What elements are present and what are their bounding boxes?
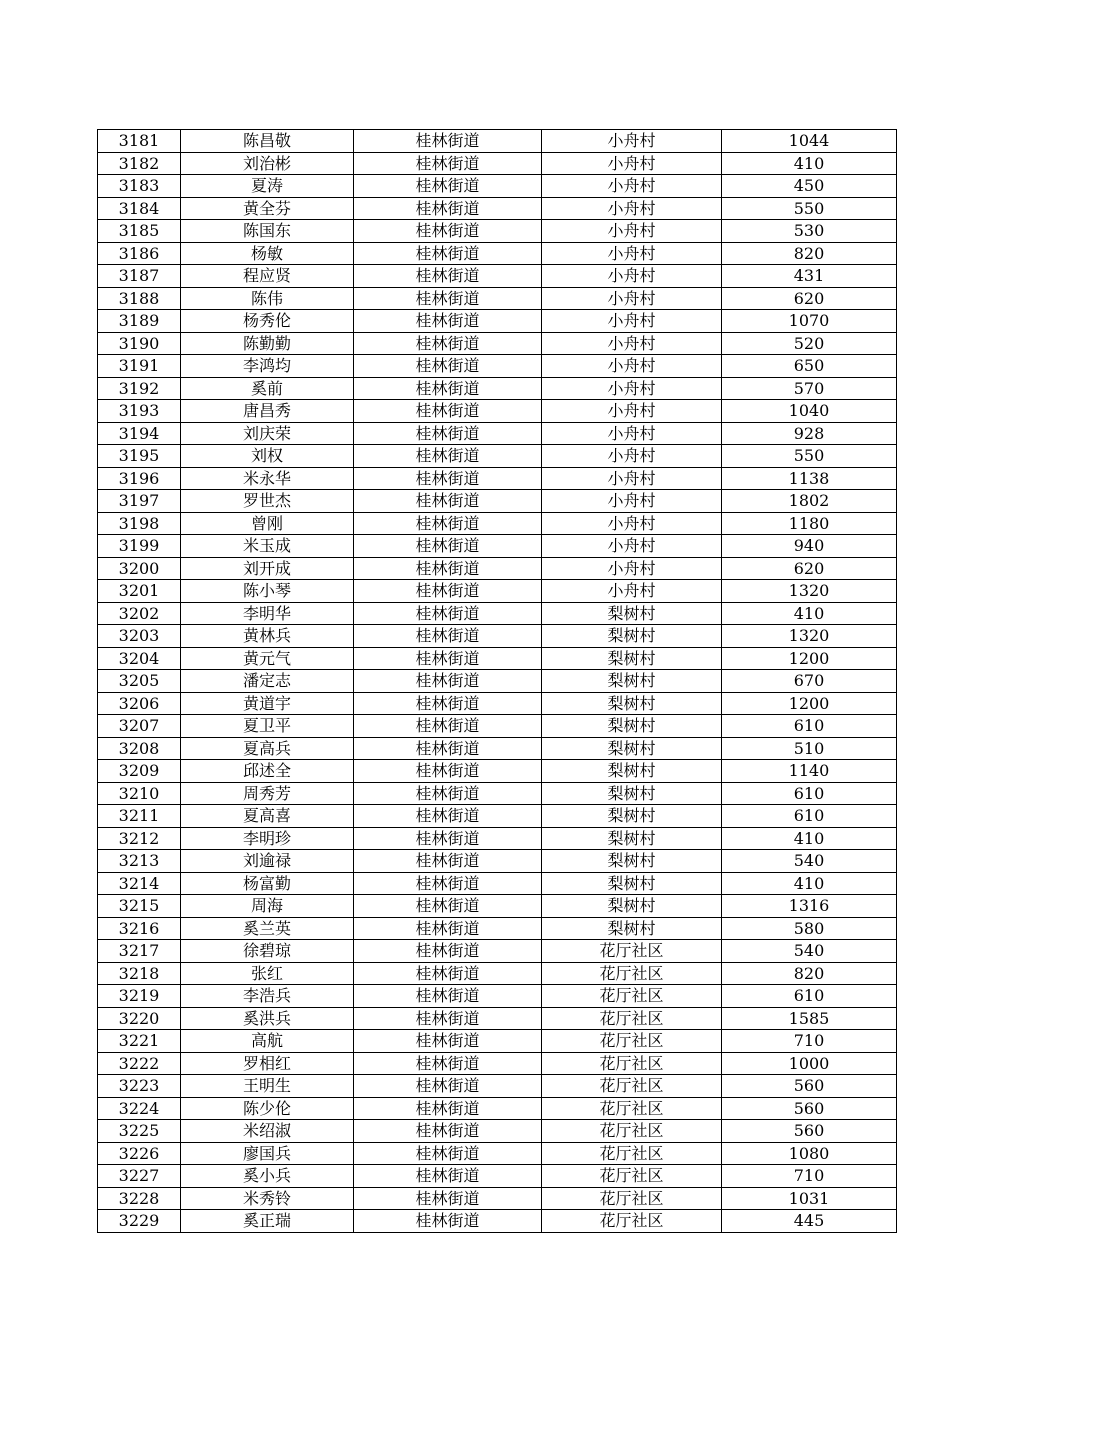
amount-cell: 620: [722, 287, 897, 310]
name-cell: 唐昌秀: [181, 400, 354, 423]
village-cell: 花厅社区: [542, 1030, 722, 1053]
name-cell: 高航: [181, 1030, 354, 1053]
table-row: [98, 220, 897, 243]
amount-cell: 1070: [722, 310, 897, 333]
row-number-cell: 3219: [98, 985, 181, 1008]
table-row: [98, 737, 897, 760]
village-cell: 小舟村: [542, 242, 722, 265]
amount-cell: 610: [722, 805, 897, 828]
table-row: [98, 805, 897, 828]
village-cell: 小舟村: [542, 355, 722, 378]
table-row: [98, 692, 897, 715]
table-row: [98, 1097, 897, 1120]
row-number-cell: 3226: [98, 1142, 181, 1165]
table-row: [98, 332, 897, 355]
name-cell: 陈伟: [181, 287, 354, 310]
table-row: [98, 400, 897, 423]
row-number-cell: 3205: [98, 670, 181, 693]
street-cell: 桂林街道: [354, 715, 542, 738]
amount-cell: 450: [722, 175, 897, 198]
amount-cell: 650: [722, 355, 897, 378]
amount-cell: 410: [722, 827, 897, 850]
row-number-cell: 3223: [98, 1075, 181, 1098]
amount-cell: 530: [722, 220, 897, 243]
name-cell: 杨秀伦: [181, 310, 354, 333]
name-cell: 刘庆荣: [181, 422, 354, 445]
name-cell: 夏高喜: [181, 805, 354, 828]
row-number-cell: 3224: [98, 1097, 181, 1120]
amount-cell: 1031: [722, 1187, 897, 1210]
row-number-cell: 3193: [98, 400, 181, 423]
row-number-cell: 3201: [98, 580, 181, 603]
name-cell: 邱述全: [181, 760, 354, 783]
amount-cell: 1044: [722, 130, 897, 153]
row-number-cell: 3199: [98, 535, 181, 558]
table-row: [98, 175, 897, 198]
street-cell: 桂林街道: [354, 1097, 542, 1120]
village-cell: 梨树村: [542, 760, 722, 783]
name-cell: 周海: [181, 895, 354, 918]
village-cell: 梨树村: [542, 872, 722, 895]
street-cell: 桂林街道: [354, 1165, 542, 1188]
village-cell: 花厅社区: [542, 962, 722, 985]
table-row: [98, 1142, 897, 1165]
amount-cell: 610: [722, 715, 897, 738]
row-number-cell: 3209: [98, 760, 181, 783]
village-cell: 梨树村: [542, 670, 722, 693]
village-cell: 小舟村: [542, 377, 722, 400]
amount-cell: 610: [722, 782, 897, 805]
village-cell: 梨树村: [542, 827, 722, 850]
amount-cell: 570: [722, 377, 897, 400]
amount-cell: 670: [722, 670, 897, 693]
street-cell: 桂林街道: [354, 1210, 542, 1233]
street-cell: 桂林街道: [354, 535, 542, 558]
name-cell: 夏卫平: [181, 715, 354, 738]
table-row: [98, 895, 897, 918]
name-cell: 刘开成: [181, 557, 354, 580]
amount-cell: 560: [722, 1075, 897, 1098]
row-number-cell: 3181: [98, 130, 181, 153]
row-number-cell: 3196: [98, 467, 181, 490]
street-cell: 桂林街道: [354, 647, 542, 670]
street-cell: 桂林街道: [354, 1052, 542, 1075]
street-cell: 桂林街道: [354, 130, 542, 153]
street-cell: 桂林街道: [354, 602, 542, 625]
table-row: [98, 310, 897, 333]
street-cell: 桂林街道: [354, 782, 542, 805]
row-number-cell: 3182: [98, 152, 181, 175]
row-number-cell: 3212: [98, 827, 181, 850]
amount-cell: 540: [722, 850, 897, 873]
village-cell: 花厅社区: [542, 940, 722, 963]
row-number-cell: 3206: [98, 692, 181, 715]
village-cell: 小舟村: [542, 580, 722, 603]
village-cell: 小舟村: [542, 265, 722, 288]
village-cell: 梨树村: [542, 895, 722, 918]
street-cell: 桂林街道: [354, 1142, 542, 1165]
table-row: [98, 602, 897, 625]
row-number-cell: 3214: [98, 872, 181, 895]
village-cell: 梨树村: [542, 737, 722, 760]
row-number-cell: 3222: [98, 1052, 181, 1075]
name-cell: 陈小琴: [181, 580, 354, 603]
table-row: [98, 1007, 897, 1030]
village-cell: 梨树村: [542, 602, 722, 625]
amount-cell: 610: [722, 985, 897, 1008]
amount-cell: 445: [722, 1210, 897, 1233]
name-cell: 张红: [181, 962, 354, 985]
street-cell: 桂林街道: [354, 490, 542, 513]
street-cell: 桂林街道: [354, 220, 542, 243]
row-number-cell: 3186: [98, 242, 181, 265]
row-number-cell: 3185: [98, 220, 181, 243]
table-row: [98, 1165, 897, 1188]
name-cell: 徐碧琼: [181, 940, 354, 963]
row-number-cell: 3227: [98, 1165, 181, 1188]
name-cell: 黄元气: [181, 647, 354, 670]
street-cell: 桂林街道: [354, 940, 542, 963]
row-number-cell: 3191: [98, 355, 181, 378]
name-cell: 李浩兵: [181, 985, 354, 1008]
village-cell: 小舟村: [542, 512, 722, 535]
street-cell: 桂林街道: [354, 422, 542, 445]
table-row: [98, 1120, 897, 1143]
amount-cell: 540: [722, 940, 897, 963]
row-number-cell: 3229: [98, 1210, 181, 1233]
name-cell: 曾刚: [181, 512, 354, 535]
village-cell: 梨树村: [542, 782, 722, 805]
name-cell: 李鸿均: [181, 355, 354, 378]
amount-cell: 940: [722, 535, 897, 558]
amount-cell: 550: [722, 445, 897, 468]
village-cell: 小舟村: [542, 130, 722, 153]
amount-cell: 510: [722, 737, 897, 760]
table-row: [98, 467, 897, 490]
table-row: [98, 962, 897, 985]
name-cell: 夏高兵: [181, 737, 354, 760]
row-number-cell: 3202: [98, 602, 181, 625]
table-row: [98, 1210, 897, 1233]
village-cell: 花厅社区: [542, 1210, 722, 1233]
amount-cell: 560: [722, 1097, 897, 1120]
name-cell: 米永华: [181, 467, 354, 490]
row-number-cell: 3208: [98, 737, 181, 760]
amount-cell: 1138: [722, 467, 897, 490]
name-cell: 陈国东: [181, 220, 354, 243]
amount-cell: 1320: [722, 580, 897, 603]
table-row: [98, 355, 897, 378]
row-number-cell: 3215: [98, 895, 181, 918]
street-cell: 桂林街道: [354, 332, 542, 355]
street-cell: 桂林街道: [354, 1187, 542, 1210]
row-number-cell: 3218: [98, 962, 181, 985]
table-row: [98, 760, 897, 783]
table-row: [98, 647, 897, 670]
table-row: [98, 197, 897, 220]
street-cell: 桂林街道: [354, 1007, 542, 1030]
street-cell: 桂林街道: [354, 827, 542, 850]
village-cell: 小舟村: [542, 557, 722, 580]
street-cell: 桂林街道: [354, 400, 542, 423]
table-row: [98, 287, 897, 310]
village-cell: 小舟村: [542, 332, 722, 355]
table-row: [98, 490, 897, 513]
village-cell: 小舟村: [542, 445, 722, 468]
street-cell: 桂林街道: [354, 985, 542, 1008]
name-cell: 李明华: [181, 602, 354, 625]
village-cell: 小舟村: [542, 535, 722, 558]
table-row: [98, 985, 897, 1008]
village-cell: 小舟村: [542, 287, 722, 310]
row-number-cell: 3183: [98, 175, 181, 198]
street-cell: 桂林街道: [354, 692, 542, 715]
table-row: [98, 445, 897, 468]
street-cell: 桂林街道: [354, 355, 542, 378]
street-cell: 桂林街道: [354, 445, 542, 468]
street-cell: 桂林街道: [354, 557, 542, 580]
village-cell: 梨树村: [542, 917, 722, 940]
village-cell: 小舟村: [542, 175, 722, 198]
name-cell: 罗相红: [181, 1052, 354, 1075]
street-cell: 桂林街道: [354, 287, 542, 310]
village-cell: 花厅社区: [542, 1097, 722, 1120]
amount-cell: 1585: [722, 1007, 897, 1030]
street-cell: 桂林街道: [354, 310, 542, 333]
row-number-cell: 3184: [98, 197, 181, 220]
amount-cell: 1316: [722, 895, 897, 918]
amount-cell: 710: [722, 1030, 897, 1053]
name-cell: 奚正瑞: [181, 1210, 354, 1233]
table-row: [98, 1187, 897, 1210]
street-cell: 桂林街道: [354, 197, 542, 220]
village-cell: 花厅社区: [542, 1075, 722, 1098]
amount-cell: 1000: [722, 1052, 897, 1075]
street-cell: 桂林街道: [354, 872, 542, 895]
name-cell: 米秀铃: [181, 1187, 354, 1210]
street-cell: 桂林街道: [354, 512, 542, 535]
name-cell: 黄道宇: [181, 692, 354, 715]
table-row: [98, 827, 897, 850]
village-cell: 小舟村: [542, 197, 722, 220]
village-cell: 花厅社区: [542, 1165, 722, 1188]
street-cell: 桂林街道: [354, 242, 542, 265]
amount-cell: 1140: [722, 760, 897, 783]
data-table: [97, 129, 897, 1233]
table-row: [98, 377, 897, 400]
table-body: [98, 130, 897, 1233]
row-number-cell: 3216: [98, 917, 181, 940]
amount-cell: 1080: [722, 1142, 897, 1165]
amount-cell: 1180: [722, 512, 897, 535]
name-cell: 奚前: [181, 377, 354, 400]
street-cell: 桂林街道: [354, 152, 542, 175]
table-row: [98, 535, 897, 558]
street-cell: 桂林街道: [354, 917, 542, 940]
name-cell: 奚洪兵: [181, 1007, 354, 1030]
table-row: [98, 872, 897, 895]
name-cell: 刘权: [181, 445, 354, 468]
row-number-cell: 3197: [98, 490, 181, 513]
row-number-cell: 3198: [98, 512, 181, 535]
amount-cell: 1200: [722, 647, 897, 670]
name-cell: 刘逾禄: [181, 850, 354, 873]
village-cell: 花厅社区: [542, 1120, 722, 1143]
document-sheet: [97, 129, 897, 1233]
street-cell: 桂林街道: [354, 1030, 542, 1053]
village-cell: 花厅社区: [542, 985, 722, 1008]
row-number-cell: 3203: [98, 625, 181, 648]
amount-cell: 410: [722, 872, 897, 895]
amount-cell: 620: [722, 557, 897, 580]
amount-cell: 550: [722, 197, 897, 220]
village-cell: 梨树村: [542, 850, 722, 873]
name-cell: 米玉成: [181, 535, 354, 558]
street-cell: 桂林街道: [354, 895, 542, 918]
row-number-cell: 3190: [98, 332, 181, 355]
village-cell: 梨树村: [542, 692, 722, 715]
row-number-cell: 3221: [98, 1030, 181, 1053]
table-row: [98, 557, 897, 580]
name-cell: 奚兰英: [181, 917, 354, 940]
village-cell: 花厅社区: [542, 1052, 722, 1075]
name-cell: 黄全芬: [181, 197, 354, 220]
amount-cell: 1320: [722, 625, 897, 648]
amount-cell: 928: [722, 422, 897, 445]
street-cell: 桂林街道: [354, 175, 542, 198]
amount-cell: 820: [722, 962, 897, 985]
street-cell: 桂林街道: [354, 467, 542, 490]
village-cell: 花厅社区: [542, 1007, 722, 1030]
row-number-cell: 3189: [98, 310, 181, 333]
amount-cell: 410: [722, 152, 897, 175]
row-number-cell: 3188: [98, 287, 181, 310]
name-cell: 陈少伦: [181, 1097, 354, 1120]
name-cell: 潘定志: [181, 670, 354, 693]
village-cell: 梨树村: [542, 647, 722, 670]
row-number-cell: 3213: [98, 850, 181, 873]
street-cell: 桂林街道: [354, 670, 542, 693]
table-row: [98, 512, 897, 535]
village-cell: 花厅社区: [542, 1142, 722, 1165]
street-cell: 桂林街道: [354, 850, 542, 873]
amount-cell: 410: [722, 602, 897, 625]
village-cell: 小舟村: [542, 152, 722, 175]
row-number-cell: 3217: [98, 940, 181, 963]
amount-cell: 1200: [722, 692, 897, 715]
table-row: [98, 1075, 897, 1098]
table-row: [98, 422, 897, 445]
table-row: [98, 715, 897, 738]
row-number-cell: 3187: [98, 265, 181, 288]
name-cell: 李明珍: [181, 827, 354, 850]
amount-cell: 710: [722, 1165, 897, 1188]
name-cell: 夏涛: [181, 175, 354, 198]
village-cell: 小舟村: [542, 220, 722, 243]
name-cell: 廖国兵: [181, 1142, 354, 1165]
name-cell: 刘治彬: [181, 152, 354, 175]
name-cell: 周秀芳: [181, 782, 354, 805]
amount-cell: 520: [722, 332, 897, 355]
table-row: [98, 782, 897, 805]
table-row: [98, 130, 897, 153]
name-cell: 黄林兵: [181, 625, 354, 648]
table-row: [98, 1030, 897, 1053]
street-cell: 桂林街道: [354, 625, 542, 648]
table-row: [98, 265, 897, 288]
village-cell: 小舟村: [542, 490, 722, 513]
amount-cell: 1802: [722, 490, 897, 513]
row-number-cell: 3195: [98, 445, 181, 468]
name-cell: 陈昌敬: [181, 130, 354, 153]
street-cell: 桂林街道: [354, 1075, 542, 1098]
table-row: [98, 580, 897, 603]
name-cell: 陈勤勤: [181, 332, 354, 355]
table-row: [98, 242, 897, 265]
street-cell: 桂林街道: [354, 265, 542, 288]
table-row: [98, 625, 897, 648]
amount-cell: 1040: [722, 400, 897, 423]
row-number-cell: 3228: [98, 1187, 181, 1210]
row-number-cell: 3225: [98, 1120, 181, 1143]
name-cell: 米绍淑: [181, 1120, 354, 1143]
row-number-cell: 3207: [98, 715, 181, 738]
amount-cell: 431: [722, 265, 897, 288]
name-cell: 奚小兵: [181, 1165, 354, 1188]
table-row: [98, 152, 897, 175]
amount-cell: 820: [722, 242, 897, 265]
street-cell: 桂林街道: [354, 580, 542, 603]
street-cell: 桂林街道: [354, 377, 542, 400]
name-cell: 杨富勤: [181, 872, 354, 895]
street-cell: 桂林街道: [354, 962, 542, 985]
street-cell: 桂林街道: [354, 1120, 542, 1143]
name-cell: 王明生: [181, 1075, 354, 1098]
name-cell: 程应贤: [181, 265, 354, 288]
village-cell: 小舟村: [542, 310, 722, 333]
name-cell: 罗世杰: [181, 490, 354, 513]
table-row: [98, 850, 897, 873]
street-cell: 桂林街道: [354, 805, 542, 828]
row-number-cell: 3200: [98, 557, 181, 580]
village-cell: 小舟村: [542, 467, 722, 490]
village-cell: 梨树村: [542, 805, 722, 828]
street-cell: 桂林街道: [354, 760, 542, 783]
row-number-cell: 3192: [98, 377, 181, 400]
village-cell: 小舟村: [542, 400, 722, 423]
table-row: [98, 940, 897, 963]
village-cell: 梨树村: [542, 625, 722, 648]
table-row: [98, 1052, 897, 1075]
village-cell: 花厅社区: [542, 1187, 722, 1210]
amount-cell: 560: [722, 1120, 897, 1143]
row-number-cell: 3194: [98, 422, 181, 445]
table-row: [98, 670, 897, 693]
village-cell: 小舟村: [542, 422, 722, 445]
village-cell: 梨树村: [542, 715, 722, 738]
row-number-cell: 3210: [98, 782, 181, 805]
row-number-cell: 3204: [98, 647, 181, 670]
amount-cell: 580: [722, 917, 897, 940]
street-cell: 桂林街道: [354, 737, 542, 760]
row-number-cell: 3211: [98, 805, 181, 828]
name-cell: 杨敏: [181, 242, 354, 265]
table-row: [98, 917, 897, 940]
row-number-cell: 3220: [98, 1007, 181, 1030]
